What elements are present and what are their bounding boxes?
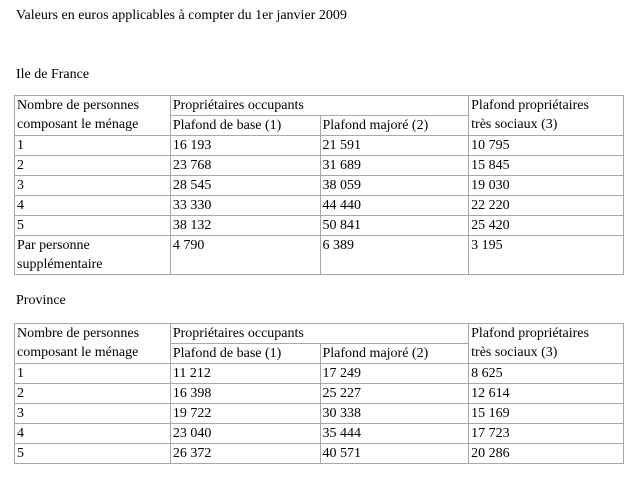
header-text-line: Plafond propriétaires: [471, 98, 589, 113]
table-ile-de-france: [14, 95, 624, 275]
very-social-ceiling-cell: 22 220: [469, 196, 624, 216]
header-text-line: composant le ménage: [17, 117, 139, 132]
base-ceiling-cell: 11 212: [170, 364, 320, 384]
raised-ceiling-cell: 35 444: [320, 424, 469, 444]
household-size-cell: 4: [15, 196, 171, 216]
header-raised-ceiling: Plafond majoré (2): [320, 116, 469, 136]
header-household-size: [15, 324, 171, 364]
very-social-ceiling-cell: 25 420: [469, 216, 624, 236]
household-size-cell: 3: [15, 176, 171, 196]
header-household-size: [15, 96, 171, 136]
raised-ceiling-cell: 6 389: [320, 236, 469, 275]
header-row: [15, 324, 624, 344]
header-very-social-ceiling: [469, 324, 624, 364]
very-social-ceiling-cell: 15 169: [469, 404, 624, 424]
header-text-line: très sociaux (3): [471, 345, 558, 360]
header-raised-ceiling: Plafond majoré (2): [320, 344, 469, 364]
raised-ceiling-cell: 44 440: [320, 196, 469, 216]
base-ceiling-cell: 4 790: [170, 236, 320, 275]
table-row: [15, 424, 624, 444]
very-social-ceiling-cell: 8 625: [469, 364, 624, 384]
table-row: [15, 384, 624, 404]
header-very-social-ceiling: [469, 96, 624, 136]
table-row: [15, 136, 624, 156]
header-base-ceiling: Plafond de base (1): [170, 116, 320, 136]
household-size-cell: 2: [15, 156, 171, 176]
raised-ceiling-cell: 25 227: [320, 384, 469, 404]
table-row: [15, 196, 624, 216]
header-text-line: Nombre de personnes: [17, 326, 140, 341]
base-ceiling-cell: 19 722: [170, 404, 320, 424]
intro-text: Valeurs en euros applicables à compter du 1er janvier 2009: [16, 8, 347, 23]
header-text-line: très sociaux (3): [471, 117, 558, 132]
very-social-ceiling-cell: 3 195: [469, 236, 624, 275]
label-text-line: supplémentaire: [17, 257, 103, 272]
very-social-ceiling-cell: 20 286: [469, 444, 624, 464]
base-ceiling-cell: 38 132: [170, 216, 320, 236]
table-province: [14, 323, 624, 464]
very-social-ceiling-cell: 15 845: [469, 156, 624, 176]
label-text-line: Par personne: [17, 238, 90, 253]
very-social-ceiling-cell: 10 795: [469, 136, 624, 156]
household-size-cell: 2: [15, 384, 171, 404]
very-social-ceiling-cell: 12 614: [469, 384, 624, 404]
section-title-ile-de-france: Ile de France: [16, 67, 90, 82]
table-row: [15, 216, 624, 236]
raised-ceiling-cell: 38 059: [320, 176, 469, 196]
table-row: [15, 156, 624, 176]
base-ceiling-cell: 16 193: [170, 136, 320, 156]
table-row: [15, 444, 624, 464]
header-text-line: Nombre de personnes: [17, 98, 140, 113]
very-social-ceiling-cell: 17 723: [469, 424, 624, 444]
base-ceiling-cell: 23 768: [170, 156, 320, 176]
raised-ceiling-cell: 50 841: [320, 216, 469, 236]
table-row: [15, 364, 624, 384]
header-owner-occupants: Propriétaires occupants: [170, 324, 468, 344]
household-size-cell: 5: [15, 444, 171, 464]
base-ceiling-cell: 28 545: [170, 176, 320, 196]
household-size-cell: 4: [15, 424, 171, 444]
raised-ceiling-cell: 31 689: [320, 156, 469, 176]
header-text-line: composant le ménage: [17, 345, 139, 360]
raised-ceiling-cell: 17 249: [320, 364, 469, 384]
household-size-cell: 5: [15, 216, 171, 236]
header-row: [15, 96, 624, 116]
table-row: [15, 404, 624, 424]
section-title-province: Province: [16, 293, 66, 308]
household-size-cell: 3: [15, 404, 171, 424]
very-social-ceiling-cell: 19 030: [469, 176, 624, 196]
table-row-extra-person: [15, 236, 624, 275]
household-size-cell: 1: [15, 364, 171, 384]
header-base-ceiling: Plafond de base (1): [170, 344, 320, 364]
household-size-cell: 1: [15, 136, 171, 156]
base-ceiling-cell: 33 330: [170, 196, 320, 216]
header-text-line: Plafond propriétaires: [471, 326, 589, 341]
raised-ceiling-cell: 30 338: [320, 404, 469, 424]
base-ceiling-cell: 16 398: [170, 384, 320, 404]
base-ceiling-cell: 26 372: [170, 444, 320, 464]
raised-ceiling-cell: 40 571: [320, 444, 469, 464]
raised-ceiling-cell: 21 591: [320, 136, 469, 156]
table-row: [15, 176, 624, 196]
base-ceiling-cell: 23 040: [170, 424, 320, 444]
header-owner-occupants: Propriétaires occupants: [170, 96, 468, 116]
extra-person-label: [15, 236, 171, 275]
